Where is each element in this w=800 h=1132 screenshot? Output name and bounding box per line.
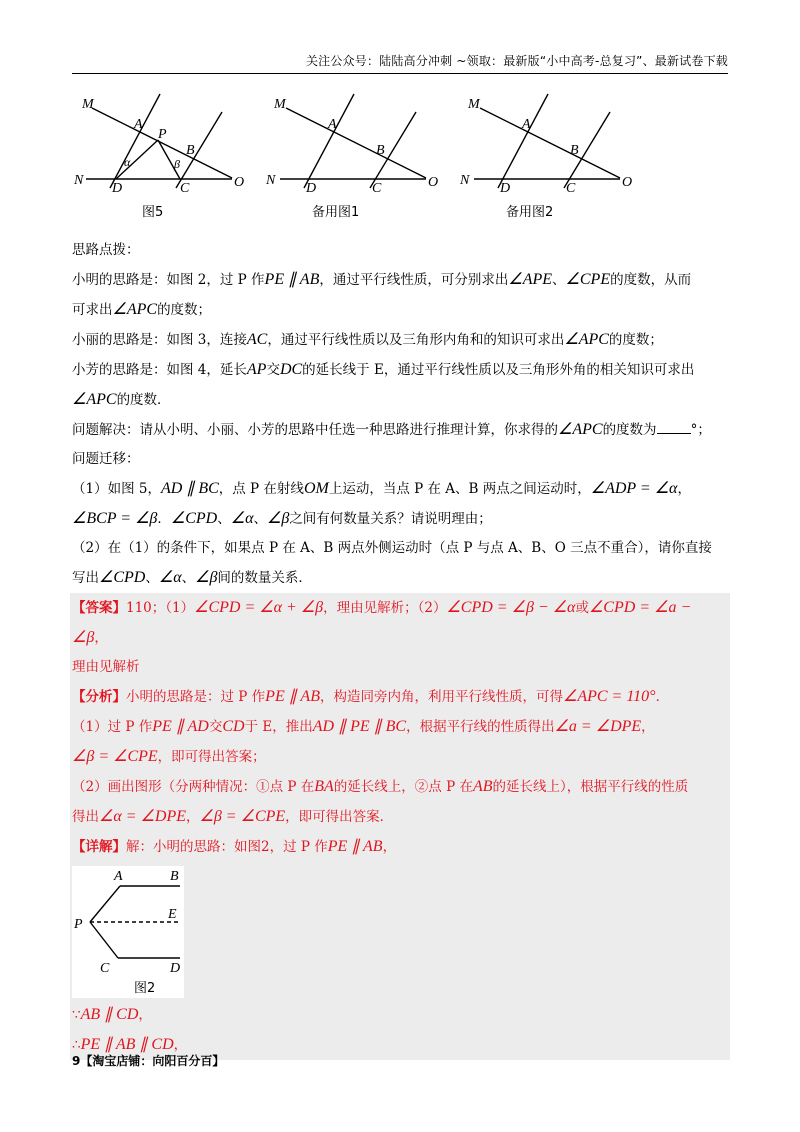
answer-line: 【答案】110；（1）∠CPD = ∠α + ∠β，理由见解析；（2）∠CPD = ∠β − ∠α或∠CPD = ∠a − ∠β， (72, 599, 692, 646)
label-A: A (522, 117, 531, 132)
xiaoming-idea-cont: 可求出∠APC的度数； (72, 301, 212, 318)
analysis-line-1: 【分析】小明的思路是：过 P 作PE ∥ AB，构造同旁内角，利用平行线性质，可得∠APC = 110°． (72, 688, 670, 705)
xiaofang-idea: 小芳的思路是：如图 4，延长AP交DC的延长线于 E，通过平行线性质以及三角形外角的相关知识可求出 (72, 361, 695, 378)
label-M: M (468, 97, 480, 112)
math-OM: OM (303, 480, 329, 497)
segment-PA (90, 886, 120, 922)
label-alpha: α (124, 155, 131, 169)
label-A: A (114, 869, 123, 884)
problem-solving: 问题解决：请从小明、小丽、小芳的思路中任选一种思路进行推理计算，你求得的∠APC的度数为 °； (72, 421, 711, 438)
line-BC (176, 112, 222, 188)
label-D: D (500, 181, 511, 196)
step-therefore: ∴PE ∥ AB ∥ CD， (72, 1036, 188, 1053)
ray-OM (480, 108, 620, 178)
math-PE-AB: PE ∥ AB (264, 271, 320, 288)
math-AP: AP (246, 361, 267, 378)
answer-block (70, 593, 730, 1060)
hint-heading: 思路点拨： (72, 242, 140, 258)
segment-PD (116, 140, 158, 179)
question-1-cont: ∠BCP = ∠β．∠CPD、∠α、∠β之间有何数量关系？请说明理由； (72, 510, 492, 527)
math-ADP-alpha: ∠ADP = ∠α (590, 480, 678, 497)
label-N: N (74, 173, 84, 188)
question-2: （2）在（1）的条件下，如果点 P 在 A、B 两点外侧运动时（点 P 与点 A、B、O 三点不重合），请你直接 (72, 540, 712, 556)
figure-row (72, 92, 672, 222)
math-beta: ∠β (195, 569, 218, 586)
label-O: O (234, 175, 245, 190)
transfer-heading: 问题迁移： (72, 451, 140, 467)
math-CPE: ∠CPE (565, 271, 611, 288)
math-CPD: ∠CPD (99, 569, 146, 586)
caption-fig5: 图5 (142, 205, 164, 220)
math-alpha: ∠α (158, 569, 182, 586)
label-A: A (134, 117, 143, 132)
ray-OM (92, 108, 232, 178)
label-N: N (460, 173, 470, 188)
math-APC: ∠APC (564, 331, 609, 348)
detail-line-1: 【详解】解：小明的思路：如图2，过 P 作PE ∥ AB， (72, 838, 397, 855)
answer-line-cont: 理由见解析 (72, 659, 140, 675)
math-alpha: ∠α (230, 510, 254, 527)
label-N: N (266, 173, 276, 188)
label-M: M (82, 97, 94, 112)
line-AD (110, 94, 160, 188)
step-since: ∵AB ∥ CD， (72, 1006, 152, 1023)
label-B: B (170, 869, 179, 884)
label-B: B (376, 143, 385, 158)
segment-PC (90, 922, 118, 958)
analysis-tag: 【分析】 (72, 689, 126, 705)
question-1: （1）如图 5，AD ∥ BC，点 P 在射线OM上运动，当点 P 在 A、B 两点之间运动时，∠ADP = ∠α， (72, 480, 691, 497)
label-O: O (622, 175, 633, 190)
backup-figure-2 (474, 94, 620, 188)
math-APC: ∠APC (558, 421, 603, 438)
label-P: P (74, 917, 83, 932)
math-BCP-beta: ∠BCP = ∠β (72, 510, 158, 527)
label-B: B (186, 143, 195, 158)
math-DC: DC (279, 361, 303, 378)
answer-blank (657, 421, 691, 434)
math-APC: ∠APC (112, 301, 158, 318)
label-P: P (158, 127, 167, 142)
backup-figure-1-labels (265, 97, 438, 220)
answer-tag: 【答案】 (72, 600, 126, 616)
caption-backup-2: 备用图2 (506, 205, 554, 220)
label-A: A (328, 117, 337, 132)
ray-OM (286, 108, 426, 178)
line-AD (304, 94, 354, 188)
caption-fig2: 图2 (134, 981, 156, 996)
line-AD (498, 94, 548, 188)
math-APC: ∠APC (72, 391, 117, 408)
xiaoli-idea: 小丽的思路是：如图 3，连接AC，通过平行线性质以及三角形内角和的知识可求出∠APC的度数； (72, 331, 663, 348)
label-C: C (372, 181, 382, 196)
figure-2 (72, 866, 184, 998)
footer-text: 9【淘宝店铺：向阳百分百】 (72, 1054, 225, 1068)
page-header (72, 52, 728, 74)
label-M: M (274, 97, 286, 112)
label-O: O (428, 175, 439, 190)
figure-2-svg (72, 866, 184, 998)
analysis-line-3: ∠β = ∠CPE，即可得出答案； (72, 748, 266, 765)
label-D: D (170, 961, 181, 976)
math-beta: ∠β (266, 510, 290, 527)
label-D: D (306, 181, 317, 196)
problem-text (72, 236, 728, 1060)
label-C: C (180, 181, 190, 196)
label-E: E (168, 907, 177, 922)
figure-5-labels (73, 97, 244, 220)
label-beta: β (174, 157, 180, 171)
backup-figure-1 (280, 94, 426, 188)
math-CPD: ∠CPD (170, 510, 218, 527)
label-C: C (100, 961, 110, 976)
xiaoming-idea: 小明的思路是：如图 2，过 P 作PE ∥ AB，通过平行线性质，可分别求出∠APE、∠CPE的度数，从而 (72, 271, 692, 288)
analysis-line-5: 得出∠α = ∠DPE，∠β = ∠CPE，即可得出答案． (72, 808, 394, 825)
analysis-line-4: （2）画出图形（分两种情况：①点 P 在BA的延长线上，②点 P 在AB的延长线上），根据平行线的性质 (72, 778, 689, 795)
math-APE: ∠APE (508, 271, 553, 288)
question-2-cont: 写出∠CPD、∠α、∠β间的数量关系． (72, 569, 312, 586)
xiaofang-idea-cont: ∠APC的度数． (72, 391, 171, 408)
caption-backup-1: 备用图1 (312, 205, 360, 220)
label-D: D (112, 181, 123, 196)
label-B: B (570, 143, 579, 158)
figures-svg (72, 92, 672, 222)
header-text: 关注公众号：陆陆高分冲刺 ~领取：最新版“小中高考-总复习”、最新试卷下载 (305, 54, 728, 68)
label-C: C (566, 181, 576, 196)
backup-figure-2-labels (459, 97, 632, 220)
page-footer (72, 1052, 224, 1069)
math-AC: AC (246, 331, 268, 348)
analysis-line-2: （1）过 P 作PE ∥ AD交CD于 E，推出AD ∥ PE ∥ BC，根据平行线的性质得出∠a = ∠DPE， (72, 718, 655, 735)
detail-tag: 【详解】 (72, 839, 126, 855)
math-AD-BC: AD ∥ BC (160, 480, 219, 497)
